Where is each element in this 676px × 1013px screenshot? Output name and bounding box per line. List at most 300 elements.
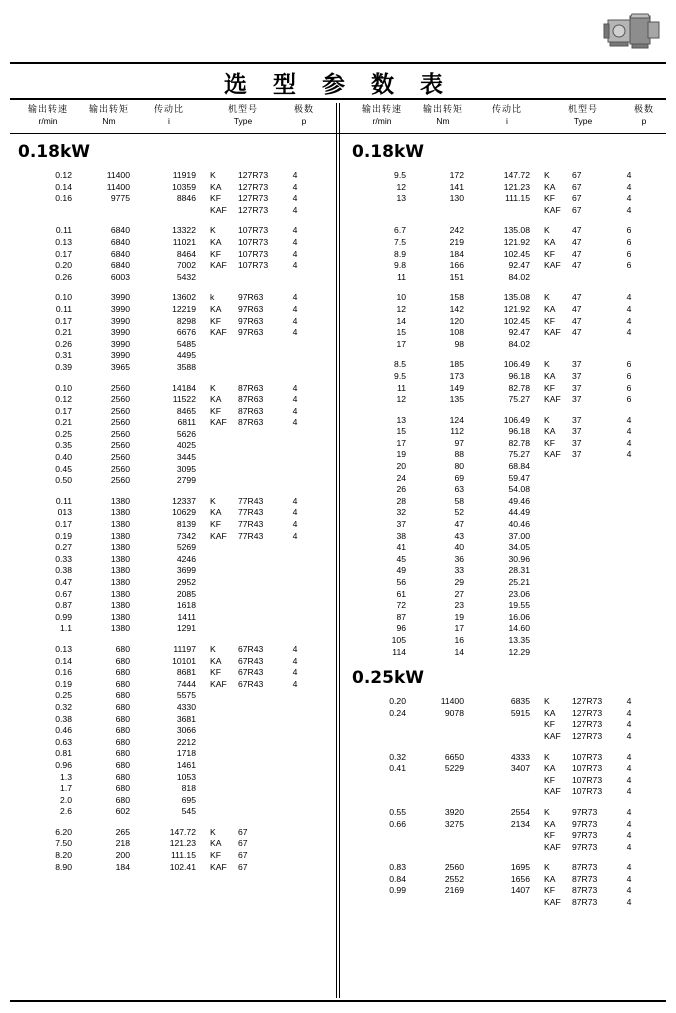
colheader-torque-right	[414, 103, 472, 127]
cell-type	[544, 842, 618, 854]
cell-output-speed: 0.55	[389, 806, 406, 817]
cell-poles	[618, 473, 640, 485]
cell-output-speed: 0.10	[55, 292, 72, 303]
cell-ratio: 106.49	[503, 414, 530, 425]
cell-poles: 4	[292, 678, 298, 689]
center-divider-2	[339, 103, 340, 998]
table-row	[18, 862, 330, 874]
cell-type	[210, 760, 284, 772]
cell-output-torque: 1380	[110, 588, 130, 599]
cell-poles	[284, 577, 306, 589]
cell-type	[544, 786, 618, 798]
cell-ratio	[472, 830, 544, 842]
type-number: 107R73	[572, 751, 603, 762]
cell-poles: 4	[626, 719, 632, 730]
table-row	[352, 339, 664, 351]
table-row	[352, 647, 664, 659]
cell-poles	[284, 362, 306, 374]
cell-poles	[284, 623, 306, 635]
cell-ratio: 13.35	[508, 634, 530, 645]
cell-output-speed: 0.99	[55, 611, 72, 622]
cell-poles: 4	[626, 181, 632, 192]
cell-ratio: 111.15	[170, 850, 196, 861]
cell-ratio: 7002	[176, 260, 196, 271]
type-number: 47	[572, 327, 582, 338]
cell-type	[210, 327, 284, 339]
cell-output-speed: 1.7	[60, 783, 72, 794]
spec-group	[18, 292, 330, 373]
cell-output-speed: 0.11	[55, 495, 72, 506]
cell-output-speed: 0.26	[55, 338, 72, 349]
table-row	[18, 406, 330, 418]
cell-ratio	[472, 897, 544, 909]
type-prefix: KA	[544, 873, 556, 884]
cell-type	[210, 292, 284, 304]
type-prefix: KAF	[210, 204, 227, 215]
type-prefix: KAF	[210, 327, 227, 338]
type-prefix: K	[544, 414, 550, 425]
type-prefix: KF	[210, 519, 221, 530]
cell-poles	[284, 795, 306, 807]
cell-output-torque: 19	[454, 611, 464, 622]
type-prefix: KA	[210, 181, 222, 192]
type-number: 97R73	[572, 806, 598, 817]
type-number: 37	[572, 370, 582, 381]
table-row	[352, 327, 664, 339]
cell-output-speed: 72	[396, 600, 406, 611]
table-row	[18, 519, 330, 531]
type-prefix: KA	[544, 763, 556, 774]
table-row	[352, 589, 664, 601]
cell-output-speed: 8.20	[55, 850, 72, 861]
cell-poles: 4	[292, 495, 298, 506]
cell-type	[544, 531, 618, 543]
table-row	[18, 748, 330, 760]
cell-output-speed: 0.13	[55, 643, 72, 654]
cell-output-torque: 158	[449, 292, 464, 303]
cell-type	[544, 565, 618, 577]
table-row	[352, 496, 664, 508]
cell-type	[544, 577, 618, 589]
cell-ratio: 1411	[177, 611, 196, 622]
cell-poles	[284, 850, 306, 862]
cell-output-speed: 0.87	[55, 600, 72, 611]
type-prefix: KAF	[544, 841, 561, 852]
cell-poles: 4	[626, 707, 632, 718]
type-prefix: KA	[544, 236, 556, 247]
cell-ratio	[472, 719, 544, 731]
cell-ratio: 13602	[172, 292, 196, 303]
cell-ratio: 102.41	[169, 861, 196, 872]
spec-group	[352, 225, 664, 283]
cell-output-speed: 0.99	[389, 885, 406, 896]
table-row	[352, 763, 664, 775]
cell-output-speed: 0.12	[55, 170, 72, 180]
type-prefix: KA	[544, 426, 556, 437]
cell-type	[544, 600, 618, 612]
table-row	[18, 327, 330, 339]
cell-output-speed: 17	[396, 338, 406, 349]
type-number: 97R63	[238, 315, 264, 326]
cell-output-speed	[352, 897, 412, 909]
cell-ratio: 49.46	[508, 495, 530, 506]
table-row	[352, 775, 664, 787]
cell-poles	[284, 748, 306, 760]
cell-type	[544, 554, 618, 566]
cell-output-speed: 0.67	[55, 588, 72, 599]
cell-type	[210, 656, 284, 668]
cell-ratio: 1695	[510, 862, 530, 873]
cell-ratio: 121.23	[169, 838, 196, 849]
cell-ratio: 84.02	[508, 338, 530, 349]
cell-type	[210, 644, 284, 656]
type-prefix: KAF	[210, 260, 227, 271]
cell-type	[210, 316, 284, 328]
table-row	[352, 807, 664, 819]
cell-output-speed: 2.6	[60, 806, 72, 817]
table-row	[18, 292, 330, 304]
type-prefix: KAF	[544, 786, 561, 797]
cell-type	[210, 827, 284, 839]
cell-ratio: 147.72	[503, 170, 530, 180]
cell-poles: 4	[626, 204, 632, 215]
type-number: 127R73	[238, 170, 269, 180]
spec-group	[18, 644, 330, 818]
cell-poles	[618, 577, 640, 589]
table-row	[18, 737, 330, 749]
cell-output-speed: 15	[396, 327, 406, 338]
cell-poles	[284, 464, 306, 476]
cell-type	[210, 838, 284, 850]
table-row	[18, 772, 330, 784]
table-row	[18, 838, 330, 850]
table-row	[18, 760, 330, 772]
cell-type	[544, 819, 618, 831]
type-number: 107R73	[238, 236, 269, 247]
cell-type	[210, 702, 284, 714]
cell-output-speed: 0.11	[55, 225, 72, 236]
table-row	[352, 182, 664, 194]
cell-poles	[284, 440, 306, 452]
cell-output-speed: 0.46	[55, 725, 72, 736]
type-number: 67	[238, 850, 248, 861]
type-number: 77R43	[238, 519, 264, 530]
cell-type	[544, 496, 618, 508]
cell-output-speed: 87	[396, 611, 406, 622]
colheader-cn: 极数	[293, 104, 314, 114]
cell-output-speed	[352, 205, 412, 217]
cell-output-torque: 6003	[110, 271, 130, 282]
colheader-cn: 输出转速	[361, 104, 402, 114]
cell-output-speed: 96	[396, 623, 406, 634]
cell-ratio: 2554	[510, 806, 530, 817]
cell-type	[544, 170, 618, 182]
type-prefix: K	[210, 170, 216, 180]
table-row	[18, 827, 330, 839]
cell-ratio: 147.72	[169, 826, 196, 837]
table-row	[352, 371, 664, 383]
type-number: 87R73	[572, 873, 598, 884]
cell-poles: 6	[626, 248, 632, 259]
cell-ratio: 30.96	[508, 553, 530, 564]
cell-output-torque: 29	[454, 577, 464, 587]
cell-output-torque: 3990	[110, 350, 130, 361]
cell-output-torque: 1380	[110, 519, 130, 530]
type-prefix: KA	[544, 181, 556, 192]
type-number: 97R63	[238, 292, 264, 303]
cell-output-torque: 58	[454, 495, 464, 506]
type-prefix: KA	[544, 707, 556, 718]
cell-type	[544, 752, 618, 764]
cell-ratio: 96.18	[508, 370, 530, 381]
type-prefix: KAF	[544, 394, 561, 405]
type-number: 67	[238, 838, 248, 849]
cell-type	[210, 714, 284, 726]
table-row	[352, 600, 664, 612]
cell-ratio	[472, 842, 544, 854]
cell-poles: 4	[292, 655, 298, 666]
table-row	[18, 237, 330, 249]
cell-output-speed: 8.90	[55, 861, 72, 872]
cell-ratio: 6835	[510, 696, 530, 707]
cell-output-torque: 200	[115, 850, 130, 861]
spec-group	[352, 415, 664, 658]
type-number: 37	[572, 394, 582, 405]
cell-ratio: 4330	[176, 701, 196, 712]
cell-type	[544, 327, 618, 339]
table-row	[352, 708, 664, 720]
type-number: 37	[572, 359, 582, 370]
type-number: 87R63	[238, 405, 264, 416]
type-number: 47	[572, 292, 582, 303]
cell-output-speed: 24	[396, 472, 406, 483]
cell-ratio: 102.45	[503, 248, 530, 259]
spec-group	[352, 807, 664, 853]
cell-output-speed: 0.19	[55, 530, 72, 541]
table-row	[352, 316, 664, 328]
cell-poles	[284, 725, 306, 737]
colheader-en: r/min	[38, 116, 58, 126]
cell-type	[544, 461, 618, 473]
cell-poles: 4	[292, 260, 298, 271]
cell-ratio: 818	[181, 783, 196, 794]
cell-poles: 4	[292, 225, 298, 236]
cell-output-speed: 0.38	[55, 565, 72, 576]
colheader-en: Nm	[436, 116, 450, 126]
cell-ratio: 82.78	[508, 437, 530, 448]
cell-poles	[618, 484, 640, 496]
cell-output-speed: 0.17	[55, 519, 72, 530]
cell-ratio: 11522	[172, 394, 196, 405]
cell-poles: 4	[292, 315, 298, 326]
type-prefix: KAF	[544, 204, 561, 215]
cell-output-speed: 45	[396, 553, 406, 564]
cell-output-torque: 120	[449, 315, 464, 326]
cell-output-speed: 15	[396, 426, 406, 437]
type-prefix: KA	[544, 370, 556, 381]
type-number: 47	[572, 248, 582, 259]
type-prefix: KF	[544, 193, 555, 204]
cell-output-speed	[352, 731, 412, 743]
cell-ratio: 8464	[176, 248, 196, 259]
spec-group	[352, 696, 664, 742]
cell-output-torque: 69	[454, 472, 464, 483]
cell-output-speed: 49	[396, 565, 406, 576]
cell-poles: 6	[626, 382, 632, 393]
cell-poles: 4	[626, 449, 632, 460]
cell-output-torque: 2552	[444, 873, 464, 884]
table-row	[18, 440, 330, 452]
cell-output-torque: 680	[115, 736, 130, 747]
cell-output-speed: 0.11	[55, 303, 72, 314]
colheader-cn: 传动比	[153, 104, 184, 114]
type-number: 97R63	[238, 327, 264, 338]
table-row	[352, 897, 664, 909]
cell-ratio: 3066	[176, 725, 196, 736]
type-number: 87R73	[572, 885, 598, 896]
cell-output-speed: 13	[396, 193, 406, 204]
cell-poles	[284, 714, 306, 726]
cell-poles: 4	[292, 519, 298, 530]
type-number: 107R73	[572, 786, 603, 797]
table-row	[352, 383, 664, 395]
cell-output-torque: 1380	[110, 530, 130, 541]
cell-output-speed: 0.14	[55, 655, 72, 666]
type-prefix: KF	[544, 719, 555, 730]
type-number: 87R63	[238, 417, 264, 428]
table-row	[352, 531, 664, 543]
center-divider	[336, 103, 337, 998]
cell-output-torque: 2560	[110, 475, 130, 486]
colheader-type-right	[548, 103, 618, 127]
cell-poles: 4	[626, 327, 632, 338]
cell-type	[210, 679, 284, 691]
cell-output-torque	[412, 731, 472, 743]
type-prefix: K	[544, 806, 550, 817]
spec-group	[18, 827, 330, 873]
type-number: 67R43	[238, 643, 264, 654]
cell-type	[210, 531, 284, 543]
type-prefix: KA	[544, 818, 556, 829]
cell-output-torque: 97	[454, 437, 464, 448]
type-prefix: K	[210, 382, 216, 393]
cell-type	[210, 748, 284, 760]
cell-type	[544, 304, 618, 316]
cell-output-torque: 17	[454, 623, 464, 634]
cell-output-torque: 1380	[110, 577, 130, 587]
cell-type	[544, 193, 618, 205]
table-row	[18, 170, 330, 182]
type-number: 47	[572, 315, 582, 326]
colheader-en: i	[506, 116, 508, 126]
table-row	[352, 292, 664, 304]
cell-poles	[618, 531, 640, 543]
cell-output-torque: 23	[454, 600, 464, 611]
cell-output-speed: 28	[396, 495, 406, 506]
type-number: 97R73	[572, 841, 598, 852]
cell-output-torque: 63	[454, 484, 464, 495]
cell-ratio: 59.47	[508, 472, 530, 483]
cell-output-torque: 36	[454, 553, 464, 564]
cell-poles	[284, 772, 306, 784]
cell-poles: 4	[292, 507, 298, 518]
type-prefix: KA	[210, 236, 222, 247]
type-number: 87R73	[572, 862, 598, 873]
cell-poles: 4	[626, 414, 632, 425]
cell-poles	[284, 542, 306, 554]
cell-poles: 4	[292, 236, 298, 247]
table-row	[352, 554, 664, 566]
cell-ratio: 84.02	[508, 271, 530, 282]
cell-output-torque: 2560	[110, 440, 130, 451]
cell-output-torque	[412, 205, 472, 217]
cell-type	[544, 647, 618, 659]
cell-poles	[618, 339, 640, 351]
cell-output-speed: 0.24	[389, 707, 406, 718]
table-row	[18, 383, 330, 395]
cell-ratio: 11197	[173, 643, 196, 654]
cell-poles: 6	[626, 359, 632, 370]
table-row	[352, 819, 664, 831]
cell-ratio	[472, 205, 544, 217]
cell-poles	[284, 565, 306, 577]
table-row	[352, 170, 664, 182]
cell-poles	[284, 783, 306, 795]
table-row	[18, 565, 330, 577]
cell-poles: 4	[292, 382, 298, 393]
cell-type	[210, 862, 284, 874]
cell-output-torque: 88	[454, 449, 464, 460]
cell-type	[544, 696, 618, 708]
cell-poles: 4	[626, 830, 632, 841]
cell-output-torque: 680	[115, 690, 130, 701]
cell-output-torque: 3275	[444, 818, 464, 829]
cell-output-torque: 172	[449, 170, 464, 180]
table-row	[18, 417, 330, 429]
cell-poles: 4	[292, 530, 298, 541]
table-row	[18, 806, 330, 818]
cell-output-speed: 0.20	[55, 260, 72, 271]
table-row	[352, 577, 664, 589]
cell-ratio: 5626	[176, 428, 196, 439]
cell-output-torque: 151	[449, 271, 464, 282]
type-prefix: KF	[210, 850, 221, 861]
cell-output-speed: 0.45	[55, 463, 72, 474]
cell-output-torque: 124	[449, 414, 464, 425]
cell-poles: 4	[626, 315, 632, 326]
colheader-en: p	[641, 116, 647, 126]
cell-ratio: 135.08	[503, 225, 530, 236]
cell-type	[210, 577, 284, 589]
cell-type	[544, 507, 618, 519]
table-row	[18, 394, 330, 406]
cell-type	[544, 830, 618, 842]
cell-type	[544, 874, 618, 886]
cell-type	[210, 623, 284, 635]
cell-poles: 4	[292, 303, 298, 314]
colheader-en: Type	[233, 116, 253, 126]
cell-type	[544, 519, 618, 531]
table-row	[352, 752, 664, 764]
cell-poles	[284, 862, 306, 874]
type-number: 37	[572, 382, 582, 393]
table-row	[18, 656, 330, 668]
type-number: 107R73	[572, 763, 603, 774]
cell-type	[210, 339, 284, 351]
cell-ratio: 1618	[176, 600, 196, 611]
cell-output-torque: 1380	[110, 553, 130, 564]
cell-poles: 4	[626, 885, 632, 896]
